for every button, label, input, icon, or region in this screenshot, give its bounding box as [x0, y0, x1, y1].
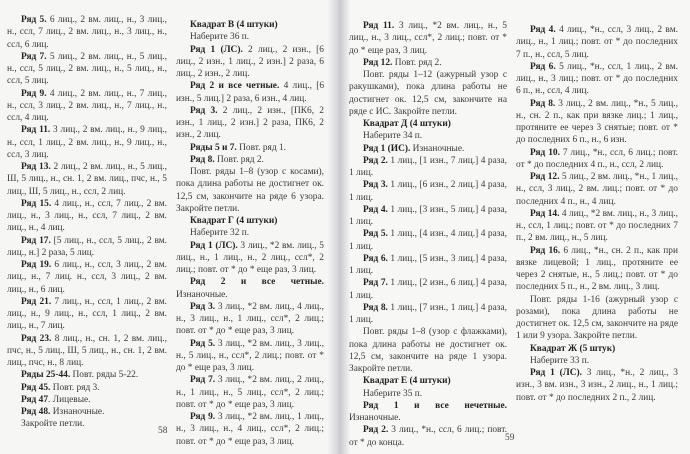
- instruction-row: Ряд 48. Изнаночные.: [21, 407, 105, 417]
- cast-on-instruction: Наберите 35 п.: [363, 388, 423, 399]
- instruction-row: Ряды 25-44. Повт. ряды 5-22.: [21, 370, 139, 381]
- instruction-row: Ряд 1 и все нечетные. Изнаночные.: [349, 400, 507, 423]
- instruction-row: Ряд 3. 1 лиц., [6 изн., 2 лиц.] 4 раза, 1 лиц.: [349, 180, 507, 203]
- section-heading: Квадрат Д (4 штуки): [363, 119, 451, 129]
- instruction-row: Ряды 5 и 7. Повт. ряд 1.: [190, 142, 286, 153]
- instruction-row: Ряд 3. 3 лиц., *2 вм. лиц., 4 лиц., н., 3 лиц., н., 1 лиц., ссл*, 2 лиц.; повт. от * до * еще раз, 3 лиц.: [176, 301, 324, 337]
- instruction-row: Ряд 17. [5 лиц., н., ссл, 5 лиц., 2 вм. лиц., н.] 2 раза, 5 лиц.: [7, 235, 167, 258]
- finish-instruction: Повт. ряды 1–8 (узор с косами), пока длина работы не достигнет ок. 12,5 см, закончите на ряде 6 узора. Закройте петли.: [176, 167, 324, 214]
- instruction-row: Ряд 2 и все четные. Изнаночные.: [176, 277, 324, 300]
- cast-on-instruction: Наберите 33 п.: [530, 355, 590, 366]
- instruction-row: Ряд 2 и все четные. 4 лиц., [6 изн., 5 лиц.] 2 раза, 6 изн., 4 лиц.: [176, 81, 325, 104]
- instruction-row: Ряд 1 (ЛС). 2 лиц., 2 изн., [6 лиц., 2 изн., 1 лиц., 2 изн.] 2 раза, 6 лиц., 2 изн., 2 лиц.: [176, 44, 324, 79]
- instruction-row: Ряд 2. 1 лиц., [1 изн., 7 лиц.] 4 раза, 1 лиц.: [349, 155, 507, 178]
- page-number-right: 59: [505, 433, 515, 443]
- instruction-row: Ряд 8. 3 лиц., 2 вм. лиц., *н., 5 лиц., н., сн. 2 п., как при вязке лиц.; 1 лиц., протяните ее через 3 снятые; повт. от * до последних 6 п., н., 6 изн.: [516, 98, 678, 146]
- instruction-row: Ряд 16. 6 лиц., *н., сн. 2 п., как при вязке лицевой; 1 лиц., протяните ее через 2 снятые, н., 5 лиц.; повт. от * до последних 5 п., н., 2 вм. лиц., 3 лиц.: [516, 245, 678, 293]
- instruction-row: Ряд 4. 1 лиц., [3 изн., 5 лиц.] 4 раза, 1 лиц.: [349, 204, 507, 227]
- section-heading: Квадрат Ж (5 штук): [530, 343, 616, 354]
- instruction-row: Ряд 7. 1 лиц., [2 изн., 6 лиц.] 4 раза, 1 лиц.: [349, 278, 507, 301]
- instruction-row: Ряд 1 (ЛС). 3 лиц., *н., 2 лиц., 3 изн., 3 вм. изн., 3 изн., 2 лиц., н., 1 лиц.; повт. от * до последних 2 п., 2 лиц.: [516, 368, 678, 403]
- section-heading: Квадрат Е (4 штуки): [363, 376, 451, 387]
- instruction-row: Ряд 9. 4 лиц., 2 вм. лиц., н., 7 лиц., н., ссл, 3 лиц., 2 вм. лиц., н., 7 лиц., н., ссл, 4 лиц.: [7, 88, 167, 123]
- left-page-column-2: [176, 19, 324, 448]
- instruction-row: Ряд 12. 5 лиц., 2 вм. лиц., *н., 1 лиц., н., ссл, 3 лиц., 2 вм. лиц.; повт. от * до последних 4 п., н., 4 лиц.: [516, 172, 678, 207]
- instruction-row: Ряд 2. 3 лиц., *н., ссл, 6 лиц.; повт. от * до конца.: [349, 425, 507, 448]
- section-heading: Квадрат Г (4 штуки): [190, 216, 278, 226]
- instruction-row: Ряд 5. 3 лиц., *2 вм. лиц., 3 лиц., н., 5 лиц., н., ссл*, 2 лиц.; повт. от * до * еще раз, 3 лиц.: [176, 338, 324, 373]
- left-page-column-1: [7, 14, 167, 431]
- instruction-row: Ряд 15. 4 лиц., н., ссл, 7 лиц., 2 вм. лиц., н., 3 лиц., н., ссл, 7 лиц., 2 вм. лиц., н., 4 лиц.: [7, 198, 167, 234]
- instruction-row: Ряд 21. 7 лиц., н., ссл, 1 лиц., 2 вм. лиц., н., 9 лиц., н., ссл, 1 лиц., 2 вм. лиц., н., 7 лиц.: [7, 296, 167, 332]
- instruction-row: Ряд 5. 6 лиц., 2 вм. лиц., н., 3 лиц., н., ссл, 7 лиц., 2 вм. лиц., н., 3 лиц., н., ссл, 6 лиц.: [7, 15, 167, 50]
- instruction-row: Ряд 10. 7 лиц., *н., ссл, 6 лиц.; повт. от * до последних 4 п., н., ссл, 2 лиц.: [516, 147, 678, 170]
- instruction-row: Ряд 14. 4 лиц., *2 вм. лиц., н., 3 лиц., н., ссл, 1 лиц.; повт. от * до последних 7 п., 2 вм. лиц., н., 5 лиц.: [516, 208, 678, 244]
- right-page-column-1: [349, 20, 507, 449]
- closing-instruction: Закройте петли.: [21, 419, 85, 430]
- instruction-row: Ряд 11. 3 лиц., *2 вм. лиц., н., 5 лиц., н., 3 лиц., ссл*, 2 лиц.; повт. от * до * еще раз, 3 лиц.: [349, 21, 507, 56]
- instruction-row: Ряд 4. 4 лиц., *н., ссл, 3 лиц., 2 вм. лиц., н., 1 лиц.; повт. от * до последних 7 п., н., ссл, 5 лиц.: [516, 25, 678, 60]
- instruction-row: Ряд 6. 5 лиц., *н., ссл, 1 лиц., 2 вм. лиц., н., 3 лиц.; повт. от * до последних 6 п., н., ссл, 4 лиц.: [516, 61, 678, 97]
- page-number-left: 58: [158, 426, 168, 436]
- instruction-row: Ряд 9. 3 лиц., *2 вм. лиц., 1 лиц., н., 3 лиц., н., 4 лиц., ссл*, 2 лиц.; повт. от * до * еще раз, 3 лиц.: [176, 412, 324, 447]
- instruction-row: Ряд 8. 1 лиц., [7 изн., 1 лиц.] 4 раза, 1 лиц.: [349, 302, 507, 325]
- instruction-row: Ряд 8. Повт. ряд 2.: [190, 154, 264, 165]
- finish-instruction: Повт. ряды 1–8 (узор с флажками), пока длина работы не достигнет ок. 12,5 см, закончите на ряде 1 узора. Закройте петли.: [349, 327, 507, 374]
- cast-on-instruction: Наберите 32 п.: [190, 228, 250, 239]
- instruction-row: Ряд 12. Повт. ряд 2.: [363, 57, 442, 68]
- cast-on-instruction: Наберите 34 п.: [363, 131, 423, 142]
- instruction-row: Ряд 13. 2 лиц., 2 вм. лиц., н., 5 лиц., Ш, 5 лиц., н., сн. 1, 2 вм. лиц., пчс, н., 5 лиц., Ш, 5 лиц., н., ссл, 2 лиц.: [7, 162, 167, 197]
- instruction-row: Ряд 6. 1 лиц., [5 изн., 3 лиц.] 4 раза, 1 лиц.: [349, 253, 507, 276]
- instruction-row: Ряд 45. Повт. ряд 3.: [21, 382, 100, 393]
- instruction-row: Ряд 1 (ЛС). 3 лиц., *2 вм. лиц., 5 лиц., н., 1 лиц., н., 2 лиц., ссл*, 2 лиц.; повт. от * до * еще раз, 3 лиц.: [176, 240, 324, 275]
- instruction-row: Ряд 47. Лицевые.: [21, 394, 91, 405]
- instruction-row: Ряд 7. 5 лиц., 2 вм. лиц., н., 5 лиц., н., ссл, 5 лиц., 2 вм. лиц., н., 5 лиц., н., ссл, 5 лиц.: [7, 51, 167, 87]
- instruction-row: Ряд 19. 6 лиц., н., ссл, 3 лиц., 2 вм. лиц., н., 7 лиц. н., ссл, 3 лиц., 2 вм. лиц., н., 6 лиц.: [7, 260, 167, 295]
- instruction-row: Ряд 11. 3 лиц., 2 вм. лиц., н., 9 лиц., н., ссл, 1 лиц., 2 вм. лиц., н., 9 лиц., н., ссл, 3 лиц.: [7, 125, 167, 160]
- finish-instruction: Повт. ряды 1-16 (ажурный узор с розами), пока длина работы не достигнет ок. 12,5 см, закончите на ряде 1 или 9 узора. Закройте петли.: [516, 294, 678, 342]
- section-heading: Квадрат В (4 штуки): [190, 20, 278, 30]
- finish-instruction: Повт. ряды 1–12 (ажурный узор с ракушками), пока длина работы не достигнет ок. 12,5 см, закончите на ряде с ИС. Закройте петли.: [349, 70, 507, 117]
- instruction-row: Ряд 1 (ИС). Изнаночные.: [363, 143, 465, 154]
- instruction-row: Ряд 3. 2 лиц., 2 изн., [ПК6, 2 изн., 1 лиц., 2 изн.] 2 раза, ПК6, 2 изн., 2 лиц.: [176, 105, 324, 141]
- instruction-row: Ряд 7. 3 лиц., *2 вм. лиц., 2 лиц., н., 1 лиц., н., 5 лиц., ссл*, 2 лиц.; повт. от * до * еще раз, 3 лиц.: [176, 375, 324, 410]
- right-page-column-2: [516, 24, 678, 404]
- book-spine: [328, 0, 350, 454]
- cast-on-instruction: Наберите 36 п.: [190, 32, 250, 43]
- instruction-row: Ряд 5. 1 лиц., [4 изн., 4 лиц.] 4 раза, 1 лиц.: [349, 229, 507, 252]
- instruction-row: Ряд 23. 8 лиц., н., сн. 1, 2 вм. лиц., пчс, н., 5 лиц., Ш, 5 лиц., н., сн. 1, 2 вм. лиц., пчс, н., 8 лиц.: [7, 333, 167, 368]
